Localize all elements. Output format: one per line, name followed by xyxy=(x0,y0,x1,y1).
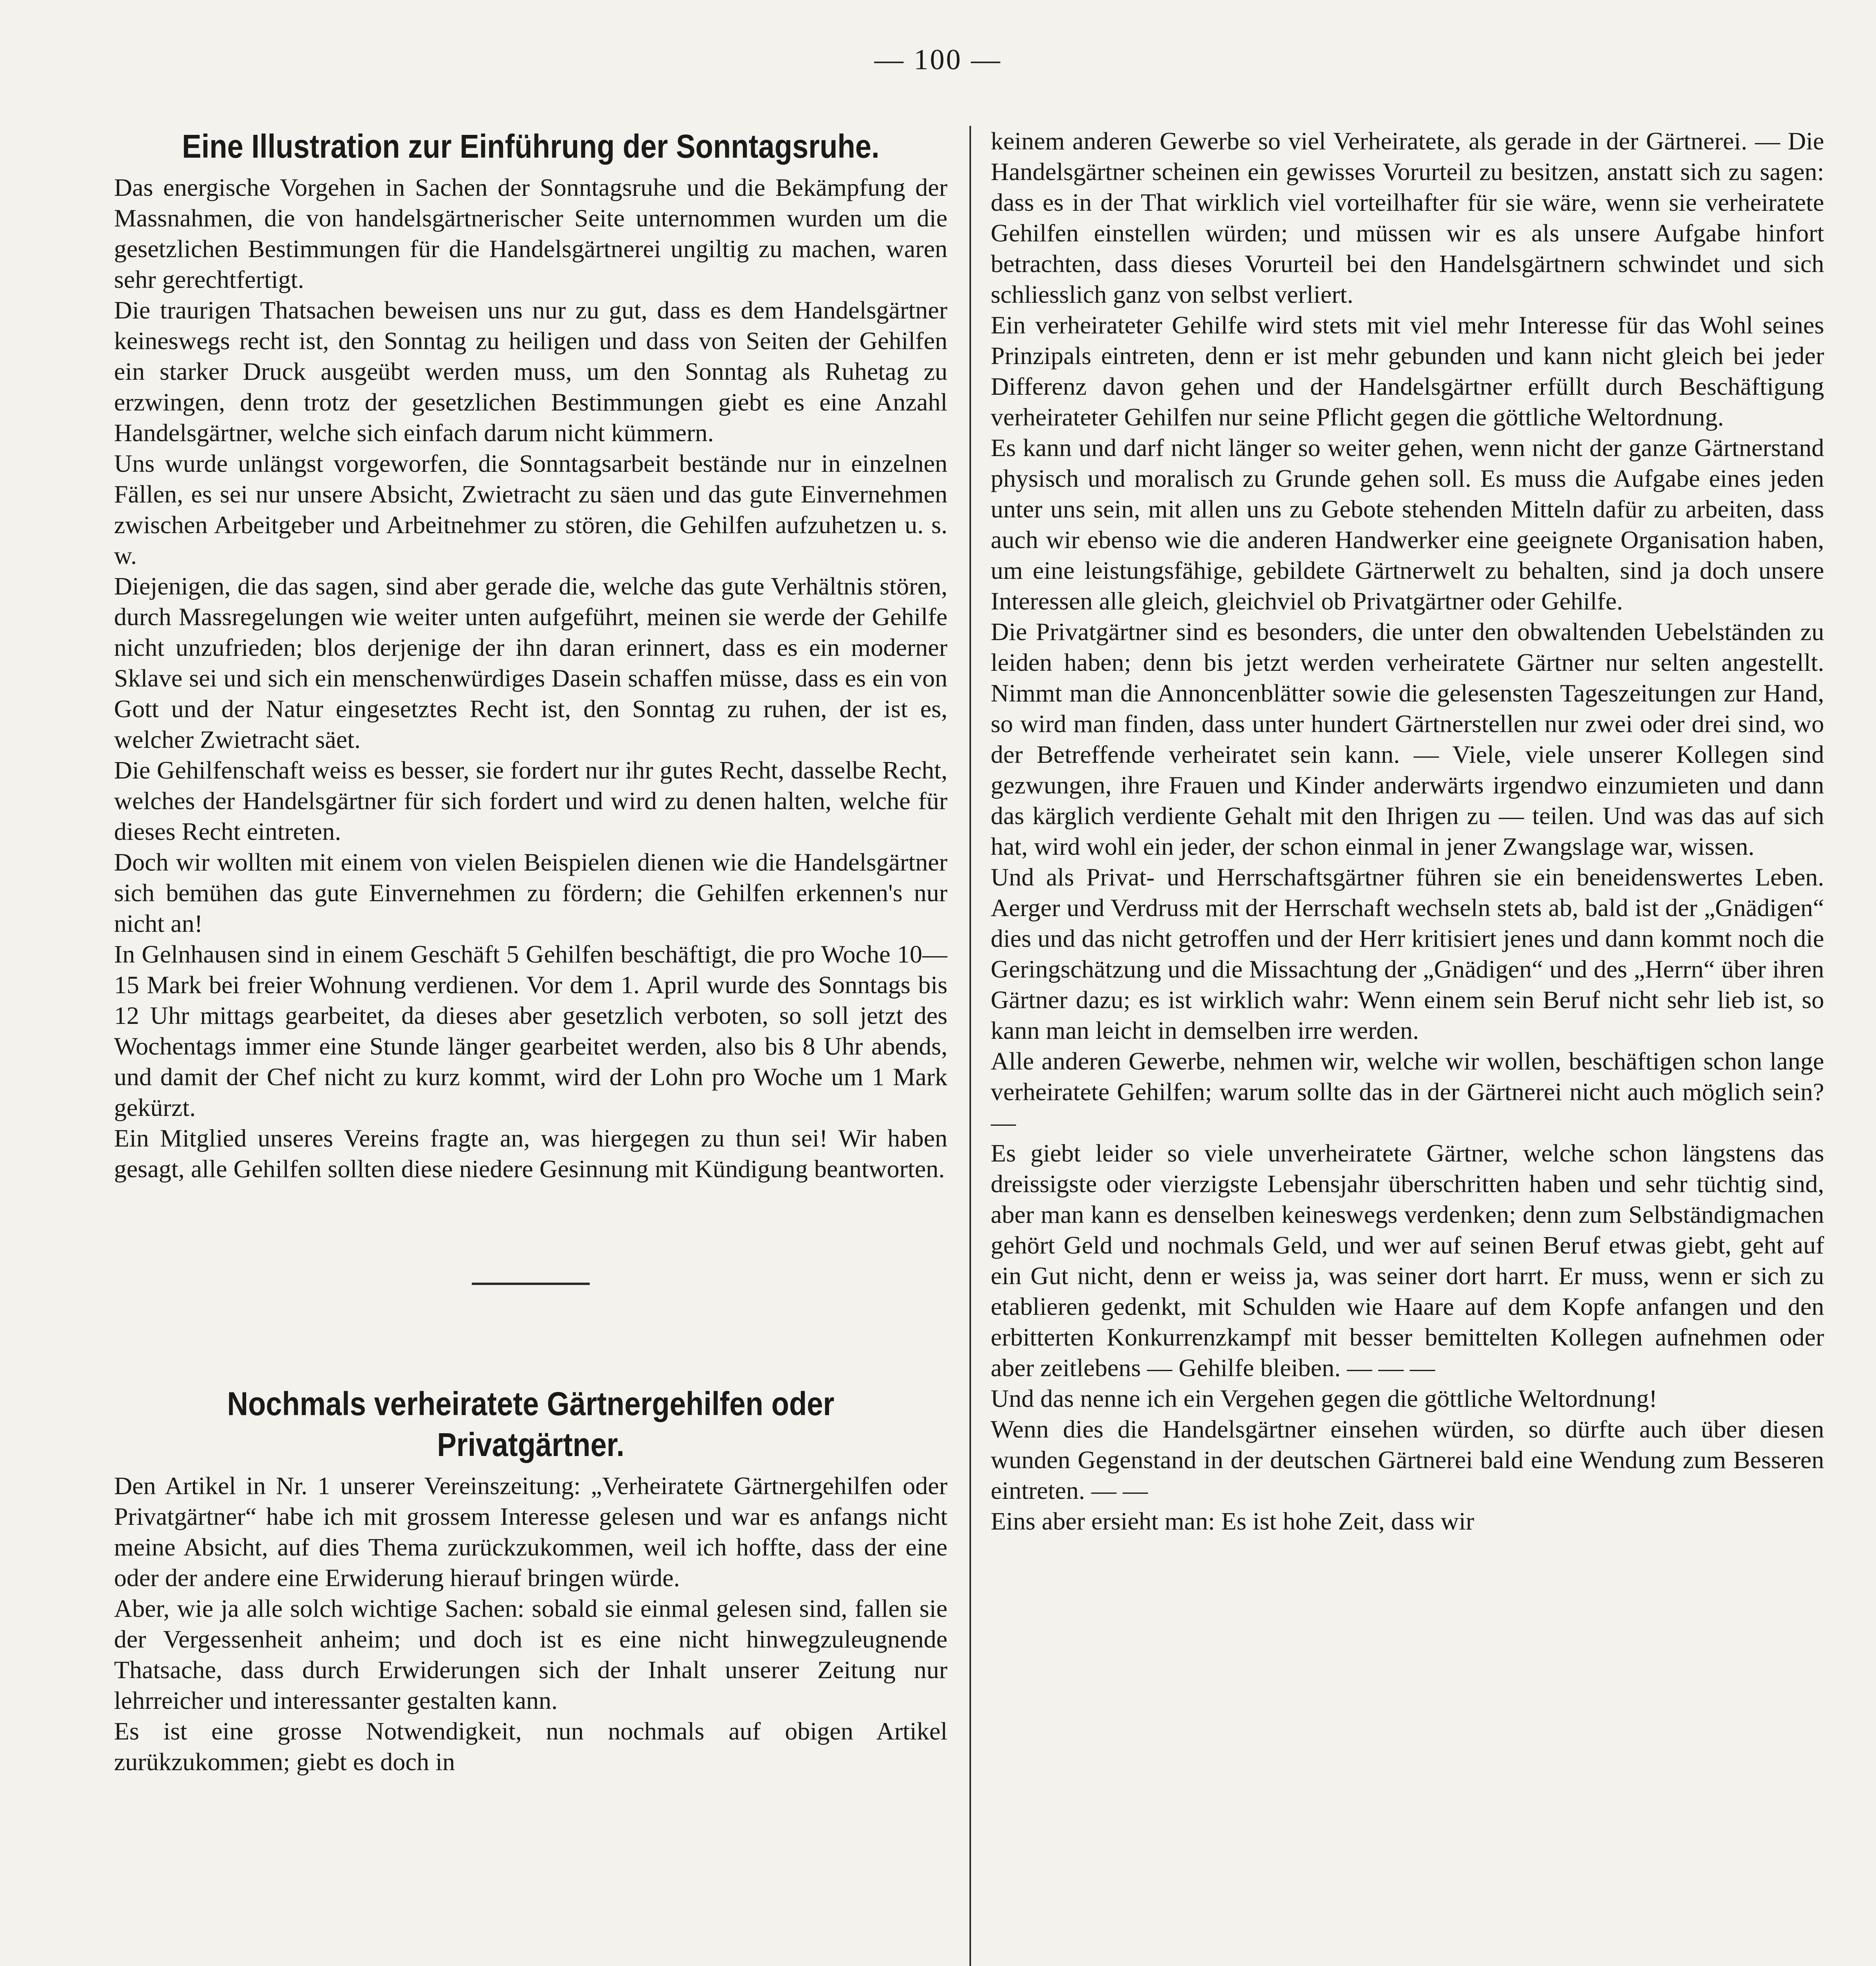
paragraph: keinem anderen Gewerbe so viel Verheiratete, als gerade in der Gärtnerei. — Die Handelsgärtner scheinen ein gewisses Vorurteil zu besitzen, anstatt sich zu sagen: dass es in der That wirklich viel vorteilhafter für sie wäre, wenn sie verheiratete Gehilfen einstellen würden; und müssen wir es als unsere Aufgabe hinfort betrachten, dass dieses Vorurteil bei den Handelsgärtnern schwindet und sich schliesslich ganz von selbst verliert. xyxy=(991,127,1824,308)
paragraph: Die Gehilfenschaft weiss es besser, sie fordert nur ihr gutes Recht, dasselbe Recht, welches der Handelsgärtner für sich fordert und wird zu denen halten, welche für dieses Recht eintreten. xyxy=(114,756,947,845)
paragraph: Und als Privat- und Herrschaftsgärtner führen sie ein beneidenswertes Leben. Aerger und Verdruss mit der Herrschaft wechseln stets ab, bald ist der „Gnädigen“ dies und das nicht getroffen und der Herr kritisiert jenes und dann kommt noch die Geringschätzung und die Missachtung der „Gnädigen“ und des „Herrn“ über ihren Gärtner dazu; es ist wirklich wahr: Wenn einem sein Beruf nicht sehr lieb ist, so kann man leicht in demselben irre werden. xyxy=(991,863,1824,1044)
paragraph: Eins aber ersieht man: Es ist hohe Zeit, dass wir xyxy=(991,1507,1474,1535)
article-title-sonntagsruhe: Eine Illustration zur Einführung der Sonntagsruhe. xyxy=(182,128,880,165)
right-column xyxy=(991,126,1824,1966)
column-divider xyxy=(969,126,971,1966)
paragraph: Es ist eine grosse Notwendigkeit, nun nochmals auf obigen Artikel zurükzukommen; giebt es doch in xyxy=(114,1717,947,1776)
paragraph: Es kann und darf nicht länger so weiter gehen, wenn nicht der ganze Gärtnerstand physisch und moralisch zu Grunde gehen soll. Es muss die Aufgabe eines jeden unter uns sein, mit allen uns zu Gebote stehenden Mitteln dafür zu arbeiten, dass auch wir ebenso wie die anderen Handwerker eine geeignete Organisation haben, um eine leistungsfähige, gebildete Gärtnerwelt zu behalten, sind ja doch unsere Interessen alle gleich, gleichviel ob Privatgärtner oder Gehilfe. xyxy=(991,434,1824,615)
article-title-gaertnergehilfen: Nochmals verheiratete Gärtnergehilfen oder Privatgärtner. xyxy=(227,1385,835,1463)
paragraph: Diejenigen, die das sagen, sind aber gerade die, welche das gute Verhältnis stören, durch Massregelungen wie weiter unten aufgeführt, meinen sie werde der Gehilfe nicht unzufrieden; blos derjenige der ihn daran erinnert, dass es ein moderner Sklave sei und sich ein menschenwürdiges Dasein schaffen müsse, dass es ein von Gott und der Natur eingesetztes Recht ist, den Sonntag zu ruhen, der ist es, welcher Zwietracht säet. xyxy=(114,572,947,753)
paragraph: Den Artikel in Nr. 1 unserer Vereinszeitung: „Verheiratete Gärtnergehilfen oder Privatgärtner“ habe ich mit grossem Interesse gelesen und war es anfangs nicht meine Absicht, auf dies Thema zurückzukommen, weil ich hoffte, dass der eine oder der andere eine Erwiderung hierauf bringen würde. xyxy=(114,1472,947,1592)
paragraph: Ein verheirateter Gehilfe wird stets mit viel mehr Interesse für das Wohl seines Prinzipals eintreten, denn er ist mehr gebunden und kann nicht gleich bei jeder Differenz davon gehen und der Handelsgärtner erfüllt durch Beschäftigung verheirateter Gehilfen nur seine Pflicht gegen die göttliche Weltordnung. xyxy=(991,311,1824,431)
paragraph: Das energische Vorgehen in Sachen der Sonntagsruhe und die Bekämpfung der Massnahmen, die von handelsgärtnerischer Seite unternommen wurden um die gesetzlichen Bestimmungen für die Handelsgärtnerei ungiltig zu machen, waren sehr gerechtfertigt. xyxy=(114,173,947,293)
paragraph: Es giebt leider so viele unverheiratete Gärtner, welche schon längstens das dreissigste oder vierzigste Lebensjahr überschritten haben und sehr tüchtig sind, aber man kann es denselben keineswegs verdenken; denn zum Selbständigmachen gehört Geld und nochmals Geld, und wer auf seinen Beruf etwas giebt, geht auf ein Gut nicht, denn er weiss ja, was seiner dort harrt. Er muss, wenn er sich zu etablieren gedenkt, mit Schulden wie Haare auf dem Kopfe anfangen und den erbitterten Konkurrenzkampf mit besser bemittelten Kollegen aufnehmen oder aber zeitlebens — Gehilfe bleiben. — — — xyxy=(991,1139,1824,1382)
left-column xyxy=(114,126,947,1966)
paragraph: Und das nenne ich ein Vergehen gegen die göttliche Weltordnung! xyxy=(991,1384,1657,1412)
paragraph: Wenn dies die Handelsgärtner einsehen würden, so dürfte auch über diesen wunden Gegenstand in der deutschen Gärtnerei bald eine Wendung zum Besseren eintreten. — — xyxy=(991,1415,1824,1504)
paragraph: Uns wurde unlängst vorgeworfen, die Sonntagsarbeit bestände nur in einzelnen Fällen, es sei nur unsere Absicht, Zwietracht zu säen und das gute Einvernehmen zwischen Arbeitgeber und Arbeitnehmer zu stören, die Gehilfen aufzuhetzen u. s. w. xyxy=(114,449,947,569)
paragraph: Alle anderen Gewerbe, nehmen wir, welche wir wollen, beschäftigen schon lange verheiratete Gehilfen; warum sollte das in der Gärtnerei nicht auch möglich sein? — xyxy=(991,1047,1824,1136)
paragraph: In Gelnhausen sind in einem Geschäft 5 Gehilfen beschäftigt, die pro Woche 10—15 Mark bei freier Wohnung verdienen. Vor dem 1. April wurde des Sonntags bis 12 Uhr mittags gearbeitet, da dieses aber gesetzlich verboten, so soll jetzt des Wochentags immer eine Stunde länger gearbeitet werden, also bis 8 Uhr abends, und damit der Chef nicht zu kurz kommt, wird der Lohn pro Woche um 1 Mark gekürzt. xyxy=(114,940,947,1121)
page-number: — 100 — xyxy=(874,44,1002,76)
paragraph: Die traurigen Thatsachen beweisen uns nur zu gut, dass es dem Handelsgärtner keineswegs recht ist, den Sonntag zu heiligen und dass von Seiten der Gehilfen ein starker Druck ausgeübt werden muss, um den Sonntag als Ruhetag zu erzwingen, denn trotz der gesetzlichen Bestimmungen giebt es eine Anzahl Handelsgärtner, welche sich einfach darum nicht kümmern. xyxy=(114,296,947,447)
paragraph: Die Privatgärtner sind es besonders, die unter den obwaltenden Uebelständen zu leiden haben; denn bis jetzt werden verheiratete Gärtner nur selten angestellt. Nimmt man die Annoncenblätter sowie die gelesensten Tageszeitungen zur Hand, so wird man finden, dass unter hundert Gärtnerstellen nur zwei oder drei sind, wo der Betreffende verheiratet sein kann. — Viele, viele unserer Kollegen sind gezwungen, ihre Frauen und Kinder anderwärts irgendwo einzumieten und dann das kärglich verdiente Gehalt mit den Ihrigen zu — teilen. Und was das auf sich hat, wird wohl ein jeder, der schon einmal in jener Zwangslage war, wissen. xyxy=(991,618,1824,860)
paragraph: Doch wir wollten mit einem von vielen Beispielen dienen wie die Handelsgärtner sich bemühen das gute Einvernehmen zu fördern; die Gehilfen erkennen's nur nicht an! xyxy=(114,848,947,937)
paragraph: Aber, wie ja alle solch wichtige Sachen: sobald sie einmal gelesen sind, fallen sie der Vergessenheit anheim; und doch ist es eine nicht hinwegzuleugnende Thatsache, dass durch Erwiderungen sich der Inhalt unserer Zeitung nur lehrreicher und interessanter gestalten kann. xyxy=(114,1594,947,1714)
paragraph: Ein Mitglied unseres Vereins fragte an, was hiergegen zu thun sei! Wir haben gesagt, alle Gehilfen sollten diese niedere Gesinnung mit Kündigung beantworten. xyxy=(114,1124,947,1183)
section-divider xyxy=(472,1283,590,1285)
